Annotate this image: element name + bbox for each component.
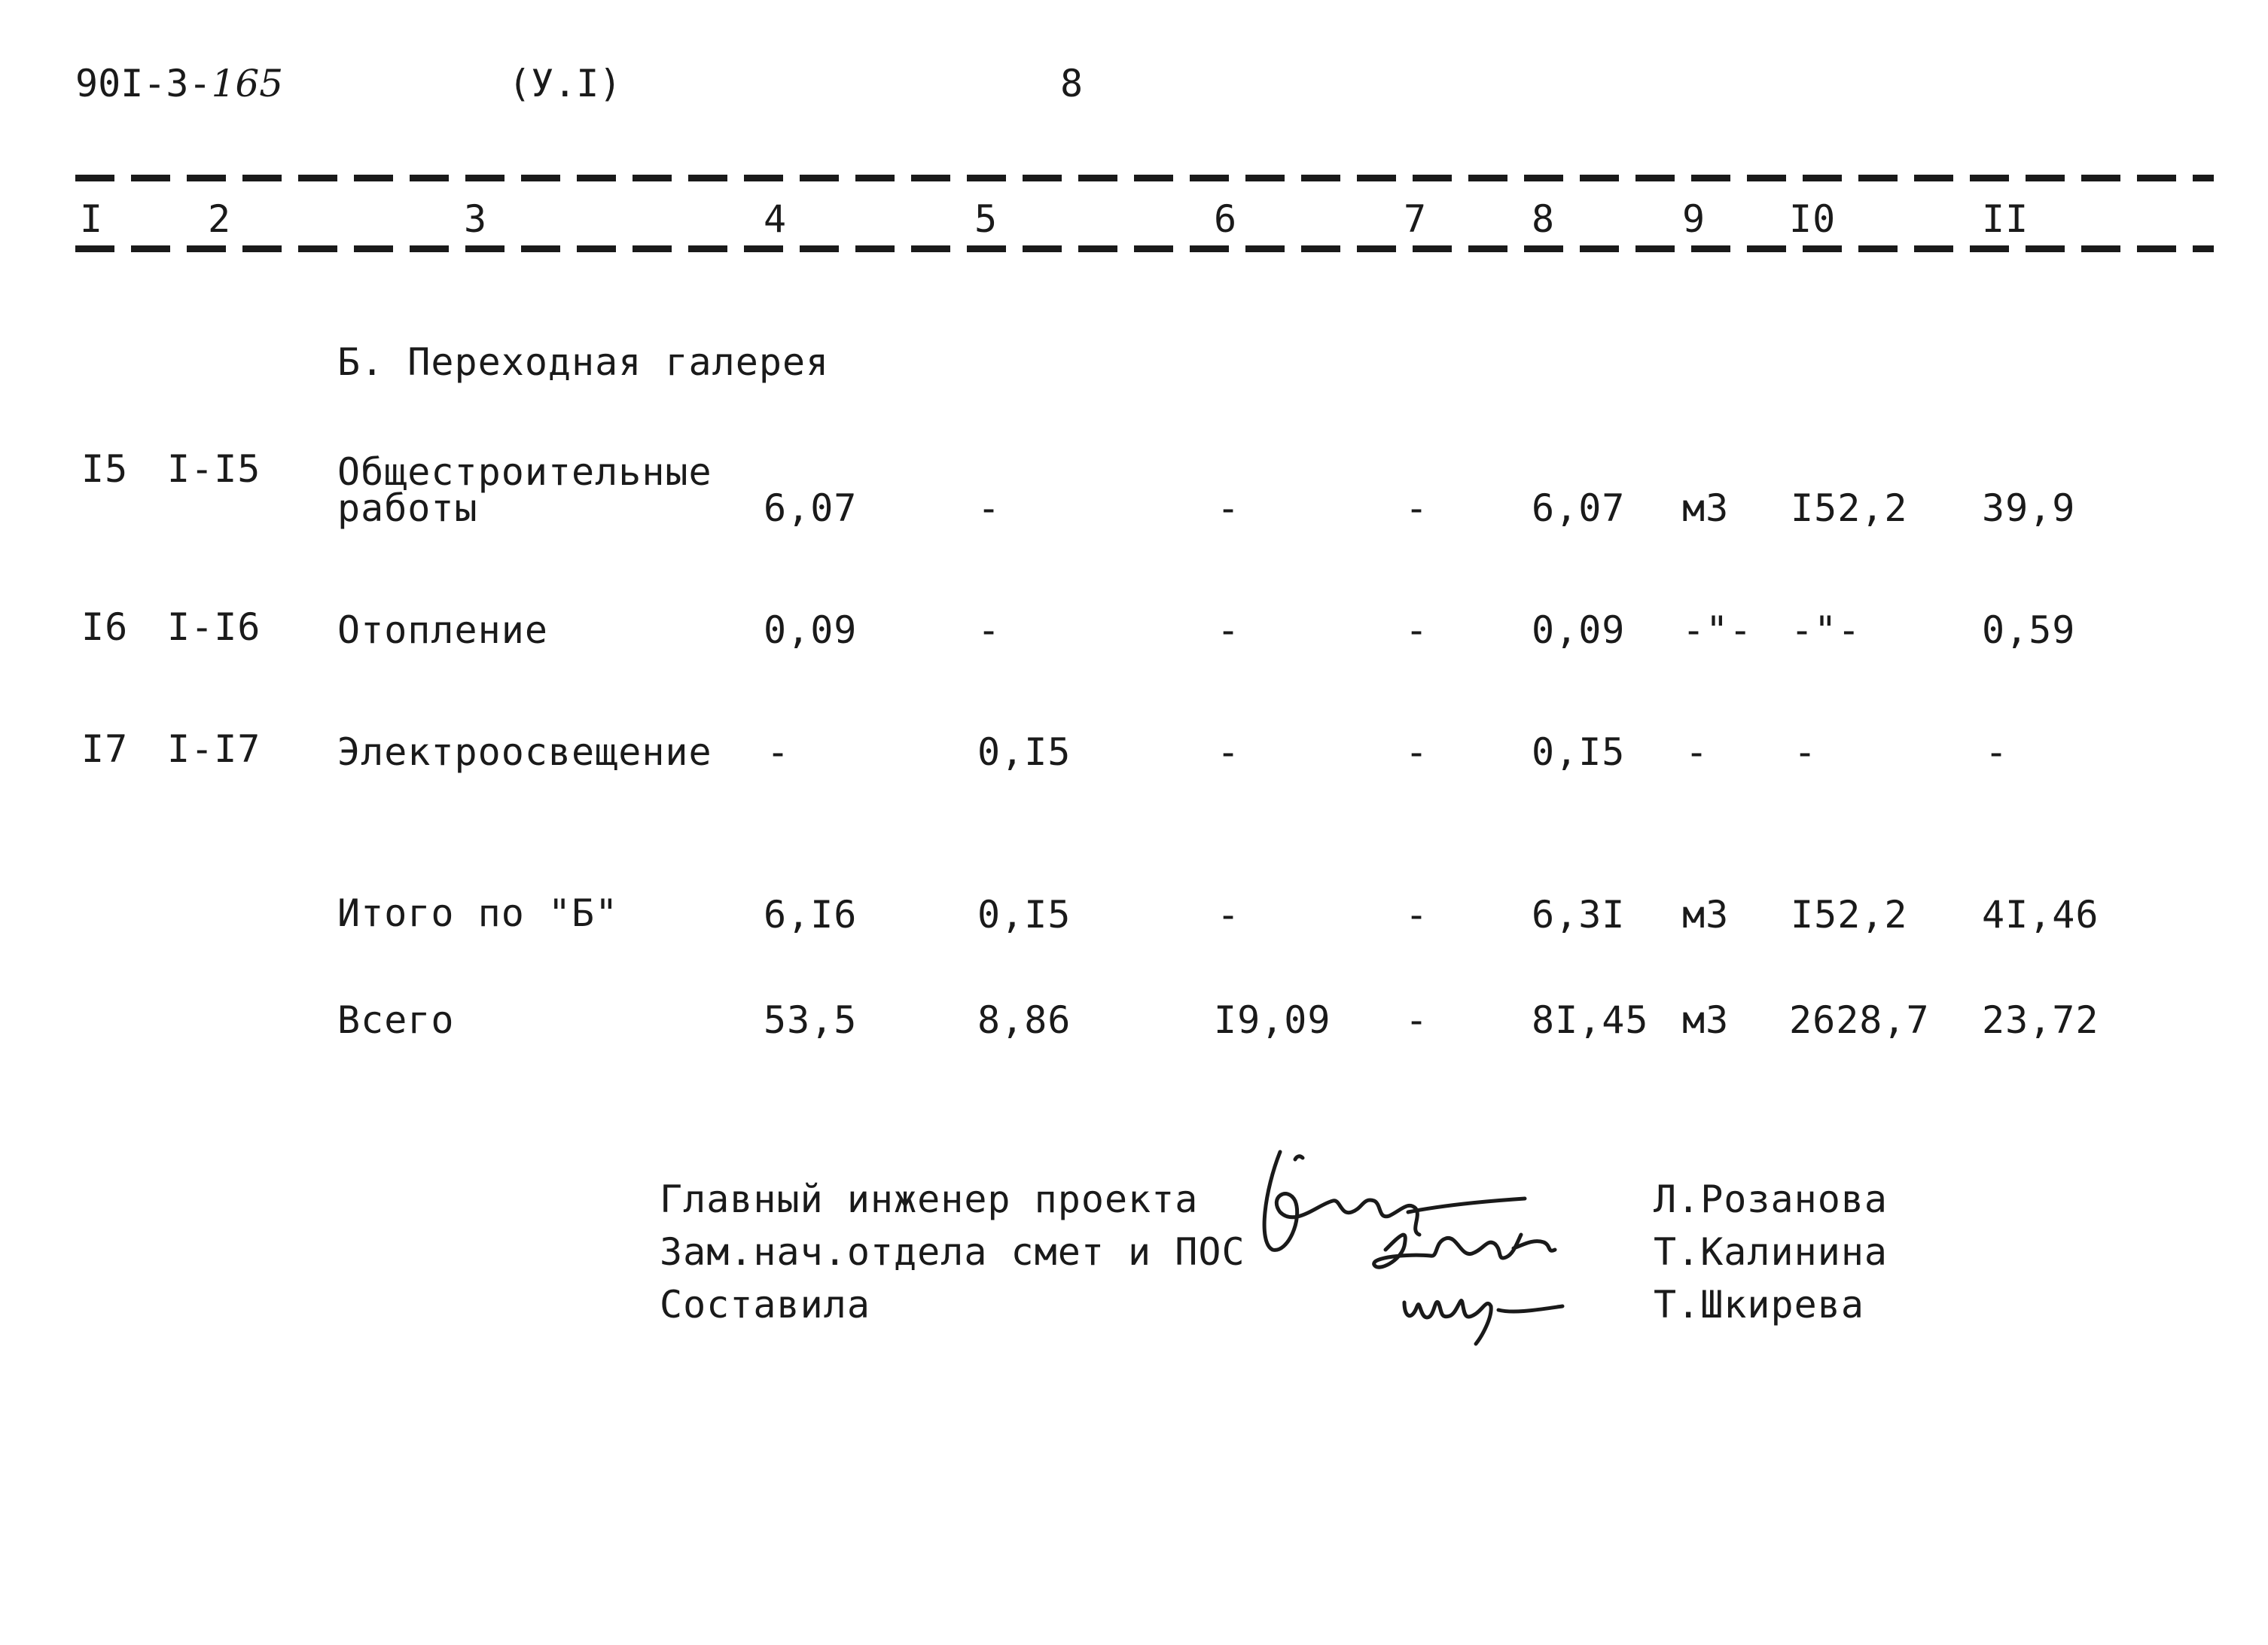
row-code: I-I5 (167, 447, 261, 491)
signatory-name: Т.Шкирева (1654, 1283, 1864, 1327)
cell-col8: 6,07 (1532, 486, 1626, 530)
row-code: I-I7 (167, 727, 261, 771)
cell-col7: - (1405, 893, 1429, 937)
row-number: I5 (81, 447, 129, 491)
subtotal-label: Итого по "Б" (337, 891, 619, 935)
section-title: Б. Переходная галерея (337, 340, 830, 384)
document-code (75, 62, 283, 105)
cell-col9: м3 (1682, 998, 1730, 1042)
cell-col8: 0,09 (1532, 608, 1626, 652)
cell-col10: - (1794, 730, 1818, 774)
cell-col10: I52,2 (1791, 893, 1908, 937)
cell-col7: - (1405, 998, 1429, 1042)
cell-col8: 0,I5 (1532, 730, 1626, 774)
cell-col9: м3 (1682, 893, 1730, 937)
cell-col5: - (977, 486, 1001, 530)
cell-col4: 6,I6 (764, 893, 858, 937)
cell-col6: - (1217, 893, 1241, 937)
handwritten-signature-shkireva (1393, 1272, 1589, 1363)
cell-col6: I9,09 (1214, 998, 1331, 1042)
signatory-name: Л.Розанова (1654, 1177, 1888, 1221)
cell-col6: - (1217, 730, 1241, 774)
row-name: Электроосвещение (337, 730, 712, 774)
row-number: I7 (81, 727, 129, 771)
cell-col5: 0,I5 (977, 893, 1072, 937)
cell-col10: 2628,7 (1789, 998, 1930, 1042)
cell-col5: 0,I5 (977, 730, 1072, 774)
cell-col9: м3 (1682, 486, 1730, 530)
column-header: 5 (974, 197, 998, 241)
signatory-role: Зам.нач.отдела смет и ПОС (660, 1230, 1245, 1274)
column-header: 3 (464, 197, 488, 241)
cell-col7: - (1405, 486, 1429, 530)
signatory-role: Составила (660, 1283, 870, 1327)
cell-col11: 23,72 (1982, 998, 2099, 1042)
document-code-handwritten: 165 (211, 62, 284, 105)
column-header: I0 (1789, 197, 1837, 241)
column-header: I (80, 197, 104, 241)
cell-col8: 8I,45 (1532, 998, 1649, 1042)
volume-label: (У.I) (508, 62, 622, 105)
cell-col5: 8,86 (977, 998, 1072, 1042)
row-name-continued: работы (337, 486, 478, 530)
cell-col4: 6,07 (764, 486, 858, 530)
row-name: Общестроительные (337, 450, 712, 494)
header-bottom-rule (75, 245, 2214, 252)
cell-col11: 39,9 (1982, 486, 2076, 530)
cell-col6: - (1217, 486, 1241, 530)
header-top-rule (75, 175, 2214, 181)
cell-col11: - (1985, 730, 2009, 774)
cell-col7: - (1405, 730, 1429, 774)
row-number: I6 (81, 605, 129, 649)
signatory-name: Т.Калинина (1654, 1230, 1888, 1274)
cell-col10: I52,2 (1791, 486, 1908, 530)
signatory-role: Главный инженер проекта (660, 1177, 1199, 1221)
cell-col4: - (767, 730, 791, 774)
cell-col11: 0,59 (1982, 608, 2076, 652)
column-header: 9 (1682, 197, 1706, 241)
cell-col11: 4I,46 (1982, 893, 2099, 937)
page-number: 8 (1060, 62, 1084, 105)
column-header: 6 (1214, 197, 1238, 241)
cell-col9: -"- (1682, 608, 1753, 652)
cell-col7: - (1405, 608, 1429, 652)
grand-total-label: Всего (337, 998, 455, 1042)
cell-col8: 6,3I (1532, 893, 1626, 937)
column-header: 4 (764, 197, 788, 241)
cell-col5: - (977, 608, 1001, 652)
cell-col4: 0,09 (764, 608, 858, 652)
cell-col9: - (1685, 730, 1709, 774)
document-code-printed: 90I-3- (75, 62, 212, 105)
column-header: 7 (1404, 197, 1428, 241)
column-header: 8 (1532, 197, 1556, 241)
row-code: I-I6 (167, 605, 261, 649)
cell-col6: - (1217, 608, 1241, 652)
column-header: II (1982, 197, 2029, 241)
column-header: 2 (208, 197, 232, 241)
cell-col4: 53,5 (764, 998, 858, 1042)
cell-col10: -"- (1791, 608, 1861, 652)
row-name: Отопление (337, 608, 548, 652)
